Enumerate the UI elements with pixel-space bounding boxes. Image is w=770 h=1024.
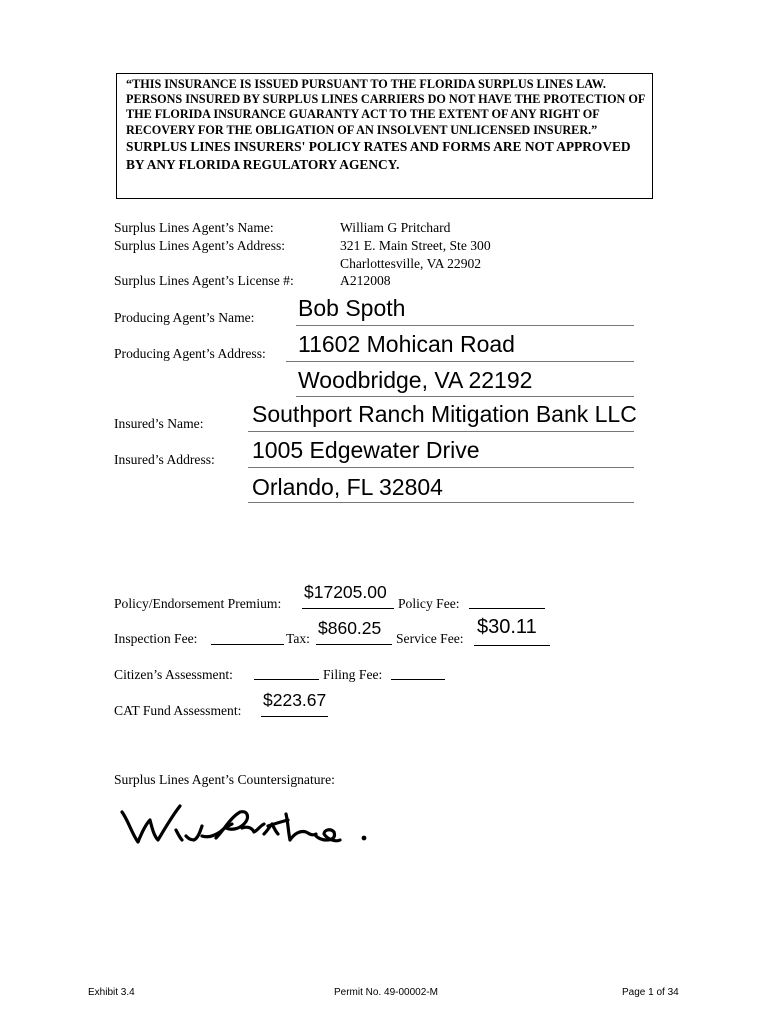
insured-address-label: Insured’s Address:	[114, 452, 215, 467]
agent-license-value: A212008	[340, 273, 391, 288]
producing-agent-name-label: Producing Agent’s Name:	[114, 310, 255, 325]
insured-address-line1[interactable]: 1005 Edgewater Drive	[252, 437, 480, 463]
footer-exhibit: Exhibit 3.4	[88, 987, 135, 998]
insured-name-value[interactable]: Southport Ranch Mitigation Bank LLC	[252, 401, 637, 427]
service-fee-value[interactable]: $30.11	[477, 616, 537, 638]
cat-fund-value[interactable]: $223.67	[263, 690, 327, 710]
insured-address-underline-2	[248, 502, 634, 503]
producing-agent-address-line1[interactable]: 11602 Mohican Road	[298, 331, 515, 357]
agent-address-label: Surplus Lines Agent’s Address:	[114, 238, 286, 253]
filing-fee-label: Filing Fee:	[323, 667, 383, 682]
citizens-assessment-underline	[254, 679, 319, 680]
producing-agent-address-line2[interactable]: Woodbridge, VA 22192	[298, 367, 533, 393]
countersignature-label: Surplus Lines Agent’s Countersignature:	[114, 772, 335, 787]
inspection-fee-underline	[211, 644, 284, 645]
premium-value[interactable]: $17205.00	[304, 582, 387, 602]
producing-agent-name-value[interactable]: Bob Spoth	[298, 295, 406, 321]
producing-agent-address-underline-1	[286, 361, 634, 362]
policy-fee-label: Policy Fee:	[398, 596, 460, 611]
notice-paragraph-1: “THIS INSURANCE IS ISSUED PURSUANT TO THE FLORIDA SURPLUS LINES LAW. PERSONS INSURED BY SURPLUS LINES CARRIERS DO NOT HAVE THE PROTECTION OF THE FLORIDA INSURANCE GUARANTY ACT TO THE EXTENT OF ANY RIGHT OF RECOVERY FOR THE OBLIGATION OF AN INSOLVENT UNLICENSED INSURER.”	[126, 77, 645, 137]
premium-label: Policy/Endorsement Premium:	[114, 596, 282, 611]
agent-license-label: Surplus Lines Agent’s License #:	[114, 273, 294, 288]
insured-name-label: Insured’s Name:	[114, 416, 204, 431]
agent-address-line2: Charlottesville, VA 22902	[340, 256, 482, 271]
agent-address-line1: 321 E. Main Street, Ste 300	[340, 238, 491, 253]
filing-fee-underline	[391, 679, 445, 680]
premium-underline	[302, 608, 394, 609]
producing-agent-address-label: Producing Agent’s Address:	[114, 346, 266, 361]
signature-image	[118, 800, 378, 860]
inspection-fee-label: Inspection Fee:	[114, 631, 198, 646]
service-fee-underline	[474, 645, 550, 646]
insured-address-line2[interactable]: Orlando, FL 32804	[252, 474, 443, 500]
notice-paragraph-2: SURPLUS LINES INSURERS' POLICY RATES AND FORMS ARE NOT APPROVED BY ANY FLORIDA REGULATORY AGENCY.	[126, 138, 631, 172]
citizens-assessment-label: Citizen’s Assessment:	[114, 667, 233, 682]
service-fee-label: Service Fee:	[396, 631, 464, 646]
tax-label: Tax:	[286, 631, 310, 646]
tax-value[interactable]: $860.25	[318, 618, 382, 638]
cat-fund-underline	[261, 716, 328, 717]
agent-name-label: Surplus Lines Agent’s Name:	[114, 220, 274, 235]
footer-page-number: Page 1 of 34	[622, 987, 679, 998]
insured-name-underline	[248, 431, 634, 432]
insured-address-underline-1	[248, 467, 634, 468]
cat-fund-label: CAT Fund Assessment:	[114, 703, 242, 718]
tax-underline	[316, 644, 392, 645]
producing-agent-name-underline	[296, 325, 634, 326]
footer-permit-number: Permit No. 49-00002-M	[334, 987, 438, 998]
agent-name-value: William G Pritchard	[340, 220, 451, 235]
florida-surplus-lines-notice	[116, 73, 653, 199]
producing-agent-address-underline-2	[296, 396, 634, 397]
policy-fee-underline	[469, 608, 545, 609]
